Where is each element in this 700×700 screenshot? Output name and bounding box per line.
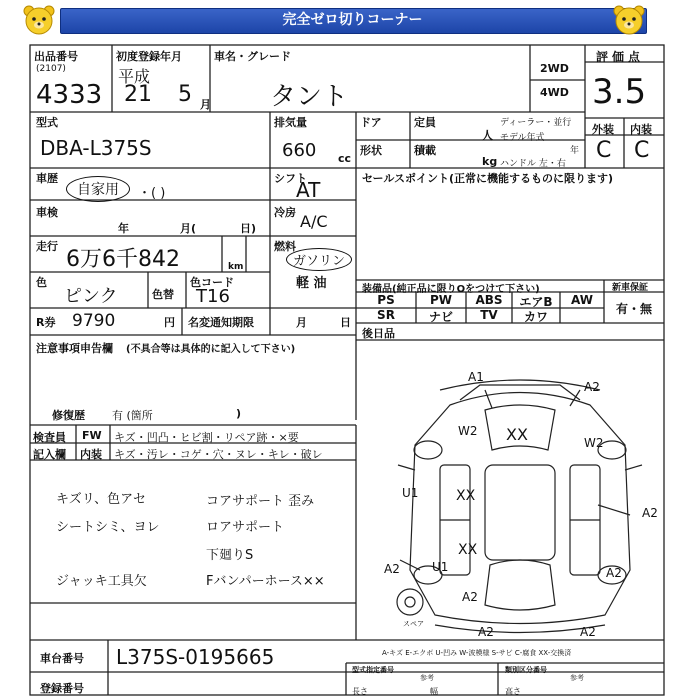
notes-label: 注意事項申告欄 — [36, 342, 113, 355]
inspection-day: 日) — [240, 222, 257, 235]
equip-sr: SR — [377, 308, 395, 322]
dealer-year-unit: 年 — [570, 146, 580, 156]
recycle-month: 月 — [296, 316, 307, 329]
fuel-label: 燃料 — [274, 240, 296, 253]
reg-label: 初度登録年月 — [116, 50, 182, 63]
car-name: タント — [270, 82, 349, 112]
repair-label: 修復歴 — [52, 409, 85, 422]
damage-mark-xx-rear-door: XX — [458, 542, 478, 558]
remark-left-2: シートシミ、ヨレ — [56, 520, 160, 535]
model-value: DBA-L375S — [40, 136, 152, 160]
damage-mark-a2-top: A2 — [584, 380, 600, 394]
lot-label: 出品番号 — [34, 50, 78, 63]
damage-mark-a2-rear: A2 — [462, 590, 478, 604]
damage-mark-w2-left: W2 — [458, 424, 478, 438]
equip-leather: カワ — [523, 310, 548, 324]
damage-mark-a2-left: A2 — [384, 562, 400, 576]
damage-mark-a2-rear-right: A2 — [606, 566, 622, 580]
damage-mark-xx-door: XX — [456, 488, 476, 504]
load-unit: kg — [482, 155, 498, 168]
diagram-legend: A-キズ E-エクボ U-凹み W-波模様 S-サビ C-腐食 XX-交換済 — [382, 649, 572, 657]
damage-mark-a1: A1 — [468, 370, 484, 384]
equip-aw: AW — [571, 293, 593, 307]
color-code-label: 色コード — [190, 276, 234, 289]
reg-era: 平成 — [118, 67, 151, 86]
recycle-mark: 名変通知期限 — [188, 316, 254, 329]
equip-airbag: エアB — [519, 295, 553, 309]
footer-width: 幅 — [430, 687, 438, 696]
sales-label: セールスポイント(正常に機能するものに限ります) — [362, 172, 614, 185]
capacity-unit: 人 — [482, 129, 493, 142]
equip-pw: PW — [429, 293, 453, 307]
repair-value: 有 (箇所 — [112, 409, 153, 422]
inspection-year: 年 — [118, 222, 129, 235]
remark-right-3: 下廻りS — [206, 548, 254, 563]
lot-number: 4333 — [36, 80, 103, 110]
damage-mark-a2-corner: A2 — [580, 625, 596, 639]
color-code: T16 — [196, 286, 230, 307]
inspection-label: 車検 — [36, 206, 58, 219]
disp-label: 排気量 — [274, 116, 307, 129]
equip-new-value: 有・無 — [616, 302, 653, 316]
remark-right-1: コアサポート 歪み — [206, 494, 315, 509]
footer-class-number: 類別区分番号 — [505, 666, 547, 674]
damage-mark-u1-rear: U1 — [432, 560, 449, 574]
dealer-label: ディーラー・並行 — [500, 118, 572, 128]
ac-label: 冷房 — [274, 206, 296, 219]
fuel-diesel: 軽 油 — [296, 276, 327, 291]
grade-label: 評価点 — [596, 50, 645, 64]
drive-2wd: 2WD — [540, 62, 569, 75]
grade-int-value: C — [634, 138, 650, 163]
grade-ext-value: C — [596, 138, 612, 163]
footer-type-number: 型式指定番号 — [352, 666, 394, 674]
recycle-value: 9790 — [72, 311, 116, 331]
equip-new-label: 新車保証 — [612, 283, 649, 293]
grade-int-label: 内装 — [630, 123, 652, 136]
model-label: 型式 — [36, 116, 58, 129]
dealer-handle: ハンドル 左・右 — [500, 159, 566, 169]
chassis-label: 車台番号 — [40, 652, 84, 665]
plate-label: 登録番号 — [40, 682, 84, 695]
color-value: ピンク — [64, 286, 118, 307]
recycle-day: 日 — [340, 316, 351, 329]
equip-abs: ABS — [475, 293, 503, 307]
color-label: 色 — [36, 276, 47, 289]
spare-label: スペア — [403, 620, 424, 628]
usage-value: 自家用 — [66, 176, 130, 202]
remark-left-1: キズリ、色アセ — [56, 492, 146, 507]
shift-label: シフト — [274, 172, 307, 185]
equip-tv: TV — [480, 308, 498, 322]
inspector-items: キズ・凹凸・ヒビ割・リペア跡・×要 — [114, 431, 299, 444]
mileage-value: 6万6千842 — [66, 247, 180, 272]
after-label: 後日品 — [362, 327, 395, 340]
disp-value: 660 — [282, 140, 317, 161]
notes-sub: (不具合等は具体的に記入して下さい) — [126, 344, 296, 355]
dealer-model-year: モデル年式 — [500, 133, 545, 143]
color-change: 色替 — [152, 288, 174, 301]
repair-close: ) — [236, 407, 242, 420]
usage-rest: ・( ) — [138, 186, 166, 201]
shift-value: AT — [296, 178, 321, 202]
reg-month: 5 — [178, 82, 192, 107]
mileage-label: 走行 — [36, 240, 58, 253]
entry-inner: 内装 — [80, 448, 102, 461]
grade-value: 3.5 — [592, 72, 647, 112]
load-label: 積載 — [414, 144, 436, 157]
usage-label: 車歴 — [36, 172, 58, 185]
equip-ps: PS — [377, 293, 395, 307]
footer-height: 高さ — [505, 687, 521, 696]
shape-label: 形状 — [360, 144, 382, 157]
ac-value: A/C — [300, 212, 328, 231]
damage-mark-a2-bumper: A2 — [478, 625, 494, 639]
footer-ref-1: 参考 — [420, 674, 434, 682]
equip-label: 装備品(純正品に限りOをつけて下さい) — [362, 284, 540, 295]
inspector-fw: FW — [82, 429, 102, 442]
entry-items: キズ・汚レ・コゲ・穴・ヌレ・キレ・破レ — [114, 448, 323, 461]
car-body-diagram — [380, 370, 660, 635]
inspection-month: 月( — [180, 222, 197, 235]
damage-mark-w2-right: W2 — [584, 436, 604, 450]
recycle-unit: 円 — [164, 316, 175, 329]
reg-month-unit: 月 — [200, 98, 211, 111]
remark-left-4: ジャッキ工具欠 — [56, 574, 147, 589]
damage-mark-u1-left: U1 — [402, 486, 419, 500]
door-label: ドア — [360, 116, 382, 129]
banner-title: 完全ゼロ切りコーナー — [282, 12, 423, 28]
car-label: 車名・グレード — [214, 50, 291, 63]
remark-right-2: ロアサポート — [206, 520, 285, 535]
remark-right-4: Fバンパーホース×× — [206, 574, 325, 589]
drive-4wd: 4WD — [540, 86, 569, 99]
recycle-label: R券 — [36, 316, 56, 329]
reg-year: 21 — [124, 82, 152, 107]
capacity-label: 定員 — [414, 116, 436, 129]
footer-length: 長さ — [352, 687, 368, 696]
grade-ext-label: 外装 — [592, 123, 614, 136]
inspector-label: 検査員 — [33, 431, 66, 444]
chassis-value: L375S-0195665 — [116, 645, 275, 669]
damage-mark-xx-hood: XX — [506, 425, 528, 444]
footer-ref-2: 参考 — [570, 674, 584, 682]
equip-navi: ナビ — [428, 310, 453, 324]
damage-mark-a2-right: A2 — [642, 506, 658, 520]
fuel-gas: ガソリン — [286, 248, 352, 271]
entry-label: 記入欄 — [33, 448, 66, 461]
lot-sub: (2107) — [36, 64, 66, 74]
disp-unit: cc — [338, 152, 352, 165]
mileage-unit: km — [228, 262, 244, 272]
